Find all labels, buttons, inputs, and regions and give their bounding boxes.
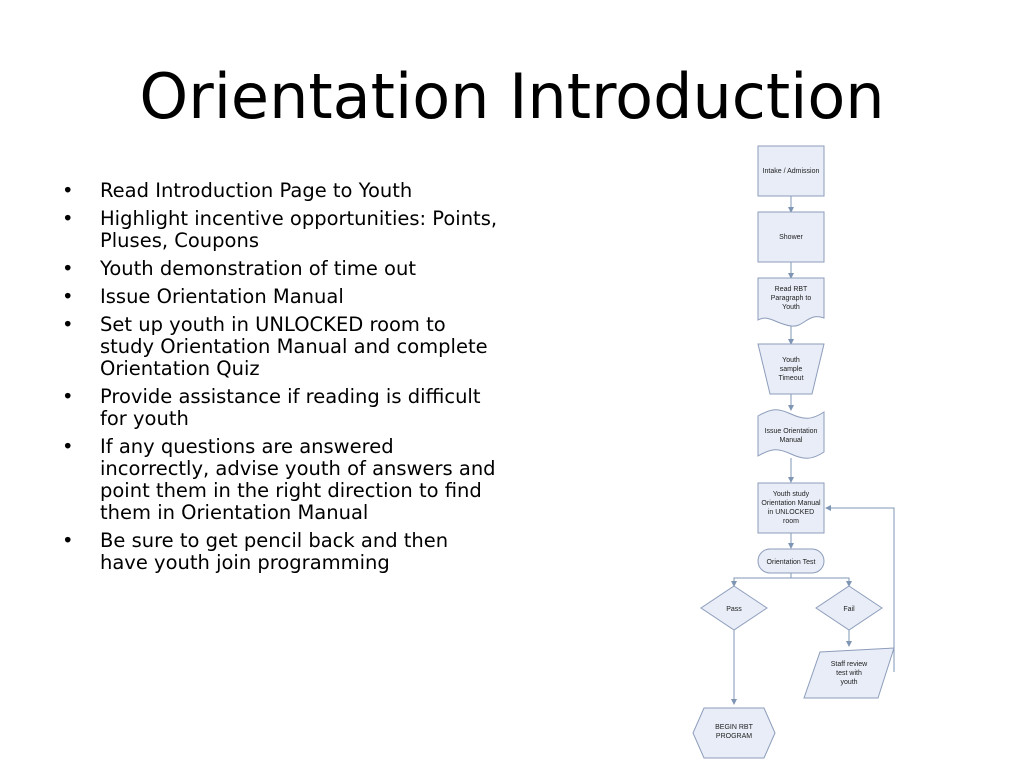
bullet-icon: • bbox=[62, 207, 74, 230]
read-rbt-label-line: Read RBT bbox=[774, 286, 808, 293]
staff-review-label-line: Staff review bbox=[830, 661, 868, 668]
study-label-line: room bbox=[783, 518, 799, 525]
read-rbt-label-line: Paragraph to bbox=[770, 295, 812, 302]
test-label: Orientation Test bbox=[766, 559, 816, 566]
bullet-text: Be sure to get pencil back and then have youth join programming bbox=[100, 529, 449, 574]
begin-program-label-line: PROGRAM bbox=[715, 733, 753, 740]
pass-label: Pass bbox=[726, 606, 742, 613]
flow-arrow-pass bbox=[734, 573, 791, 586]
slide-title: Orientation Introduction bbox=[139, 60, 885, 133]
flow-loop-arrow bbox=[826, 508, 894, 672]
bullet-text: Read Introduction Page to Youth bbox=[100, 179, 413, 202]
timeout-label-line: Youth bbox=[782, 357, 800, 364]
bullet-icon: • bbox=[62, 529, 74, 552]
staff-review-label-line: youth bbox=[840, 679, 858, 686]
begin-program-label-line: BEGIN RBT bbox=[715, 724, 753, 731]
bullet-icon: • bbox=[62, 313, 74, 336]
study-label-line: Orientation Manual bbox=[761, 500, 821, 507]
bullet-text: If any questions are answered incorrectly, advise youth of answers and point them in the right direction to find them in Orientation Manual bbox=[100, 435, 496, 524]
fail-label: Fail bbox=[843, 606, 855, 613]
bullet-text: Set up youth in UNLOCKED room to study Orientation Manual and complete Orientation Quiz bbox=[100, 313, 488, 380]
study-label-line: Youth study bbox=[772, 491, 810, 498]
bullet-icon: • bbox=[62, 257, 74, 280]
shower-label: Shower bbox=[779, 234, 803, 241]
issue-manual-label-line: Manual bbox=[779, 437, 803, 444]
flow-arrow-fail bbox=[791, 578, 849, 586]
timeout-label-line: sample bbox=[779, 366, 803, 373]
bullet-text: Youth demonstration of time out bbox=[100, 257, 416, 280]
read-rbt-label-line: Youth bbox=[782, 304, 800, 311]
study-label-line: in UNLOCKED bbox=[767, 509, 815, 516]
bullet-icon: • bbox=[62, 385, 74, 408]
bullet-text: Provide assistance if reading is difficult for youth bbox=[100, 385, 481, 430]
timeout-label-line: Timeout bbox=[778, 375, 804, 382]
bullet-icon: • bbox=[62, 435, 74, 458]
staff-review-label-line: test with bbox=[836, 670, 862, 677]
issue-manual-label-line: Issue Orientation bbox=[764, 428, 818, 435]
bullet-text: Issue Orientation Manual bbox=[100, 285, 344, 308]
bullet-icon: • bbox=[62, 285, 74, 308]
intake-label: Intake / Admission bbox=[762, 168, 820, 175]
bullet-icon: • bbox=[62, 179, 74, 202]
bullet-text: Highlight incentive opportunities: Points, Pluses, Coupons bbox=[100, 207, 498, 252]
